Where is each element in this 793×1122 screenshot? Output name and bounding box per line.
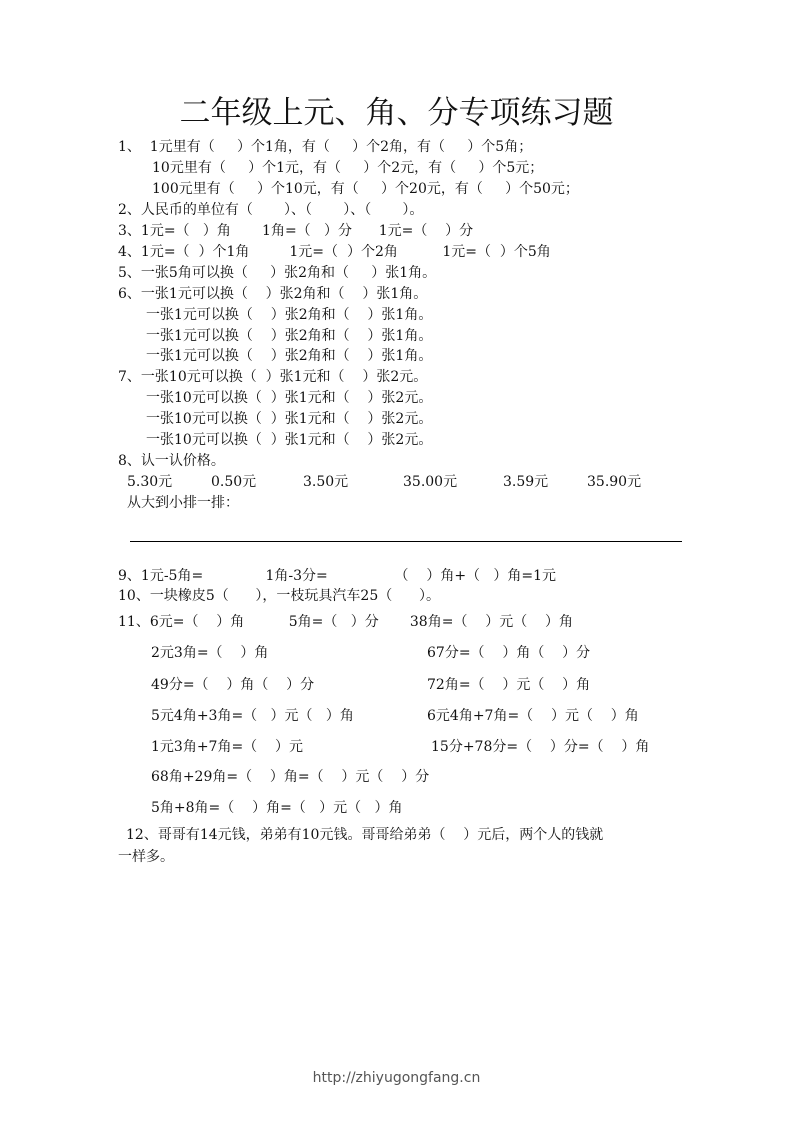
price-item: 3.59元 [503,474,549,490]
q4: 4、1元=（ ）个1角 1元=（ ）个2角 1元=（ ）个5角 [118,244,551,260]
q11-row4-right: 6元4角+7角=（ ）元（ ）角 [427,708,639,724]
q11-row1: 11、6元=（ ）角 5角=（ ）分 38角=（ ）元（ ）角 [118,614,574,630]
q12-line2: 一样多。 [118,849,174,865]
q11-row2-right: 67分=（ ）角（ ）分 [427,645,591,661]
price-item: 5.30元 [127,474,173,490]
q1-line1: 1、 1元里有（ ）个1角，有（ ）个2角，有（ ）个5角； [118,139,533,155]
q11-row6: 68角+29角=（ ）角=（ ）元（ ）分 [151,769,430,785]
q11-row7: 5角+8角=（ ）角=（ ）元（ ）角 [151,800,403,816]
q2: 2、人民币的单位有（ ）、（ ）、（ ）。 [118,202,424,218]
q11-row3-right: 72角=（ ）元（ ）角 [427,677,591,693]
q1-line3: 100元里有（ ）个10元，有（ ）个20元，有（ ）个50元； [152,181,579,197]
price-item: 35.90元 [587,474,642,490]
page-title: 二年级上元、角、分专项练习题 [179,95,614,131]
q8-sort-label: 从大到小排一排： [127,495,239,511]
q3: 3、1元=（ ）角 1角=（ ）分 1元=（ ）分 [118,223,474,239]
q5: 5、一张5角可以换（ ）张2角和（ ）张1角。 [118,265,437,281]
q11-row5-left: 1元3角+7角=（ ）元 [151,739,303,755]
q11-row5-right: 15分+78分=（ ）分=（ ）角 [431,739,650,755]
price-item: 0.50元 [211,474,257,490]
q7-line3: 一张10元可以换（ ）张1元和（ ）张2元。 [146,411,433,427]
q6-line4: 一张1元可以换（ ）张2角和（ ）张1角。 [146,348,433,364]
q6-line1: 6、一张1元可以换（ ）张2角和（ ）张1角。 [118,286,428,302]
q7-line2: 一张10元可以换（ ）张1元和（ ）张2元。 [146,390,433,406]
q1-line2: 10元里有（ ）个1元，有（ ）个2元，有（ ）个5元； [152,160,544,176]
q7-line1: 7、一张10元可以换（ ）张1元和（ ）张2元。 [118,369,428,385]
price-item: 35.00元 [403,474,458,490]
q11-row2-left: 2元3角=（ ）角 [151,645,269,661]
q10: 10、一块橡皮5（ ），一枝玩具汽车25（ ）。 [118,588,440,604]
q9: 9、1元-5角= 1角-3分= （ ）角+（ ）角=1元 [118,568,557,584]
footer-url: http://zhiyugongfang.cn [312,1070,481,1086]
q8-label: 8、认一认价格。 [118,453,225,469]
q12-line1: 12、哥哥有14元钱，弟弟有10元钱。哥哥给弟弟（ ）元后，两个人的钱就 [126,827,604,843]
answer-line [130,541,682,542]
q11-row3-left: 49分=（ ）角（ ）分 [151,677,315,693]
q6-line2: 一张1元可以换（ ）张2角和（ ）张1角。 [146,307,433,323]
q11-row4-left: 5元4角+3角=（ ）元（ ）角 [151,708,354,724]
q7-line4: 一张10元可以换（ ）张1元和（ ）张2元。 [146,432,433,448]
price-item: 3.50元 [303,474,349,490]
q6-line3: 一张1元可以换（ ）张2角和（ ）张1角。 [146,328,433,344]
